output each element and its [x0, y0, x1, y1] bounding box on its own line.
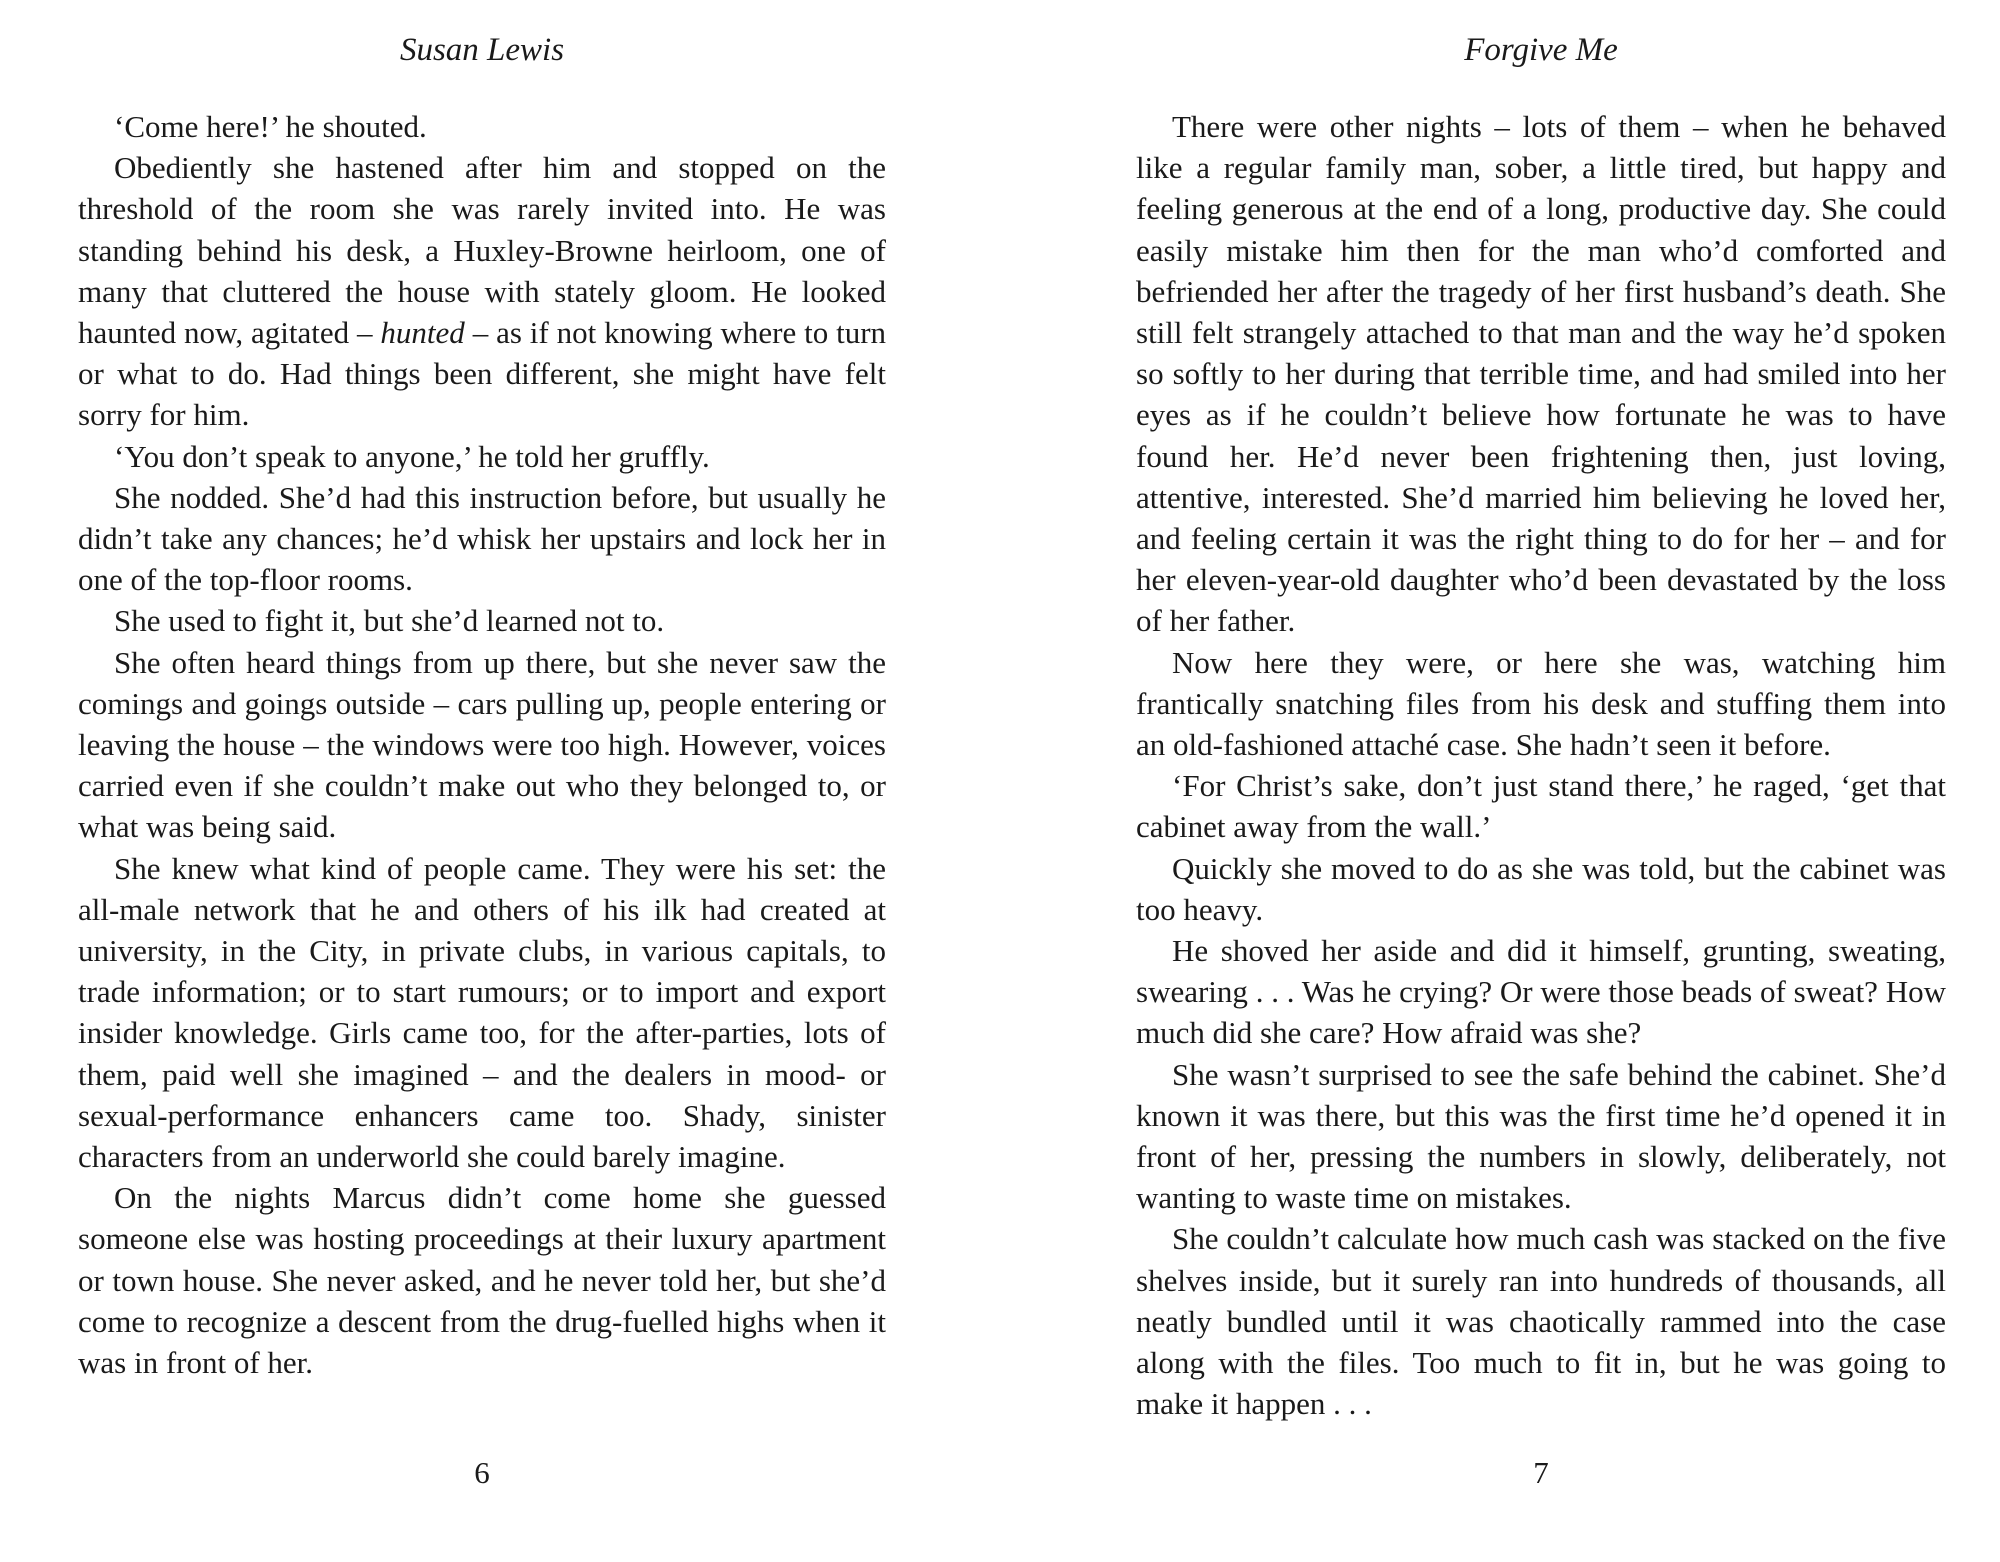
paragraph: She couldn’t calculate how much cash was stacked on the five shelves inside, but it surely ran into hundreds of thousands, all neatly bundled until it was chaotically rammed into the case along with the files. Too much to fit in, but he was going to make it happen . . .	[1136, 1221, 1946, 1422]
page-number: 6	[474, 1455, 490, 1490]
paragraph: He shoved her aside and did it himself, grunting, sweating, swearing . . . Was he crying? Or were those beads of sweat? How much did she care? How afraid was she?	[1136, 933, 1946, 1051]
paragraph: She used to fight it, but she’d learned not to.	[114, 603, 665, 639]
paragraph: Quickly she moved to do as she was told, but the cabinet was too heavy.	[1136, 850, 1946, 927]
left-page-body	[78, 106, 886, 1383]
right-page	[1136, 0, 1946, 1562]
page-number: 7	[1533, 1455, 1549, 1490]
paragraph: She often heard things from up there, but she never saw the comings and goings outside – cars pulling up, people entering or leaving the house – the windows were too high. However, voices carried even if she couldn’t make out who they belonged to, or what was being said.	[78, 644, 886, 845]
emphasis-text: hunted	[380, 315, 465, 351]
paragraph: She wasn’t surprised to see the safe behind the cabinet. She’d known it was there, but this was the first time he’d opened it in front of her, pressing the numbers in slowly, deliberately, not wanting to waste time on mistakes.	[1136, 1056, 1946, 1216]
paragraph: Now here they were, or here she was, watching him frantically snatching files from his desk and stuffing them into an old-fashioned attaché case. She hadn’t seen it before.	[1136, 644, 1946, 763]
running-head-author: Susan Lewis	[399, 32, 565, 68]
paragraph: On the nights Marcus didn’t come home she guessed someone else was hosting proceedings at their luxury apartment or town house. She never asked, and he never told her, but she’d come to recognize a descent from the drug-fuelled highs when it was in front of her.	[78, 1180, 886, 1381]
paragraph: ‘For Christ’s sake, don’t just stand there,’ he raged, ‘get that cabinet away from the wall.’	[1136, 768, 1946, 845]
running-head-title: Forgive Me	[1464, 32, 1618, 68]
left-page	[78, 0, 886, 1562]
paragraph	[78, 147, 886, 435]
paragraph: She nodded. She’d had this instruction before, but usually he didn’t take any chances; he’d whisk her upstairs and lock her in one of the top-floor rooms.	[78, 479, 886, 598]
paragraph: ‘Come here!’ he shouted.	[114, 109, 427, 144]
paragraph-text: Obediently she hastened after him and stopped on the threshold of the room she was rarely invited into. He was standing behind his desk, a Huxley-Browne heirloom, one of many that cluttered the house with stately gloom.	[78, 150, 886, 309]
paragraph-text: He looked haunted now, agitated –	[78, 273, 886, 351]
paragraph: She knew what kind of people came. They were his set: the all-male network that he and others of his ilk had created at university, in the City, in private clubs, in various capitals, to trade information; or to start rumours; or to import and export insider knowledge. Girls came too, for the after-parties, lots of them, paid well she imagined – and the dealers in mood- or sexual-performance enhancers came too. Shady, sinister characters from an underworld she could barely imagine.	[78, 850, 886, 1175]
paragraph-text: – as if not knowing where to turn or what to do. Had things been different, she might have felt sorry for him.	[78, 315, 887, 433]
paragraph: ‘You don’t speak to anyone,’ he told her gruffly.	[114, 438, 710, 474]
right-page-body	[1136, 106, 1946, 1425]
paragraph: There were other nights – lots of them – when he behaved like a regular family man, sober, a little tired, but happy and feeling generous at the end of a long, productive day. She could easily mistake him then for the man who’d comforted and befriended her after the tragedy of her first husband’s death. She still felt strangely attached to that man and the way he’d spoken so softly to her during that terrible time, and had smiled into her eyes as if he couldn’t believe how fortunate he was to have found her. He’d never been frightening then, just loving, attentive, interested. She’d married him believing he loved her, and feeling certain it was the right thing to do for her – and for her eleven-year-old daughter who’d been devastated by the loss of her father.	[1136, 109, 1946, 639]
